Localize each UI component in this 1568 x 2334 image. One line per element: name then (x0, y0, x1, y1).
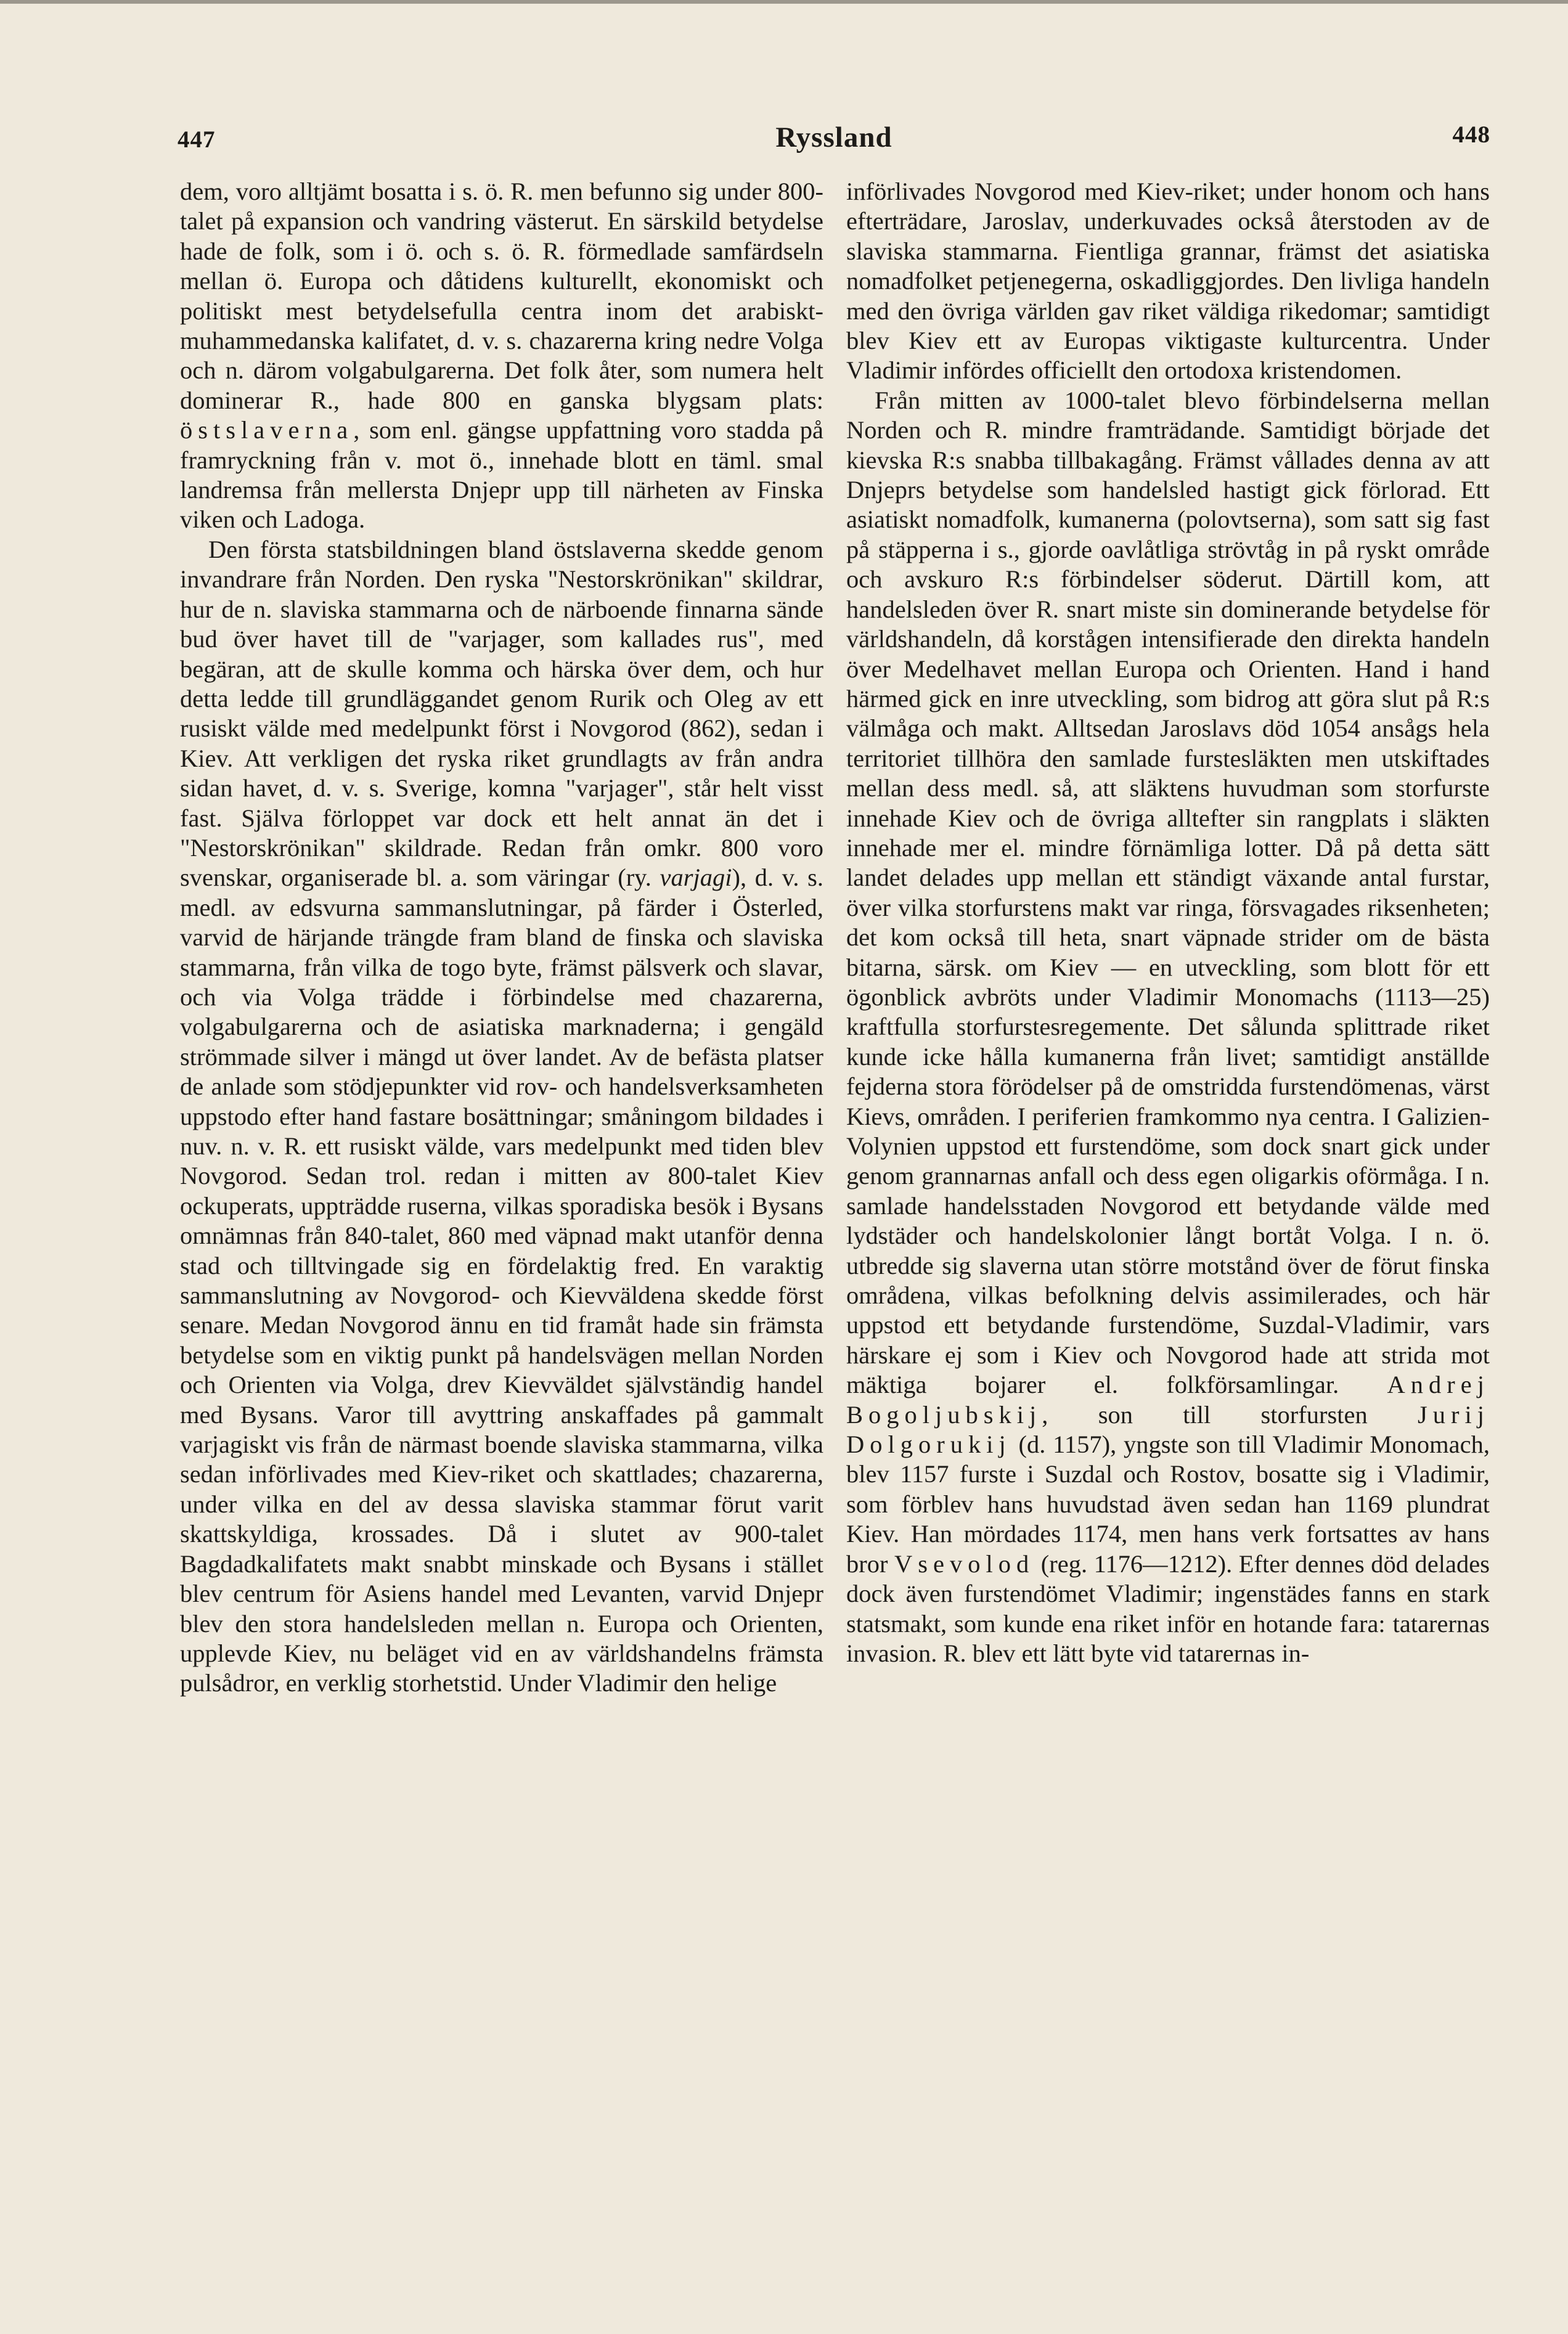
text-run: , som enl. gängse uppfattning voro stadda på framryckning från v. mot ö., innehade blott en täml. smal landremsa från mellersta Dnjepr upp till närheten av Finska viken och Ladoga. (180, 416, 823, 534)
left-text-column (180, 177, 823, 2134)
left-page-number: 447 (178, 126, 216, 153)
text-run: dem, voro alltjämt bosatta i s. ö. R. men befunno sig under 800-talet på expansion och vandring västerut. En särskild betydelse hade de folk, som i ö. och s. ö. R. förmedlade samfärdseln mellan ö. Europa och dåtidens kulturellt, ekonomiskt och politiskt mest betydelsefulla centra inom det arabiskt-muhammedanska kalifatet, d. v. s. chazarerna kring nedre Volga och n. därom volgabulgarerna. Det folk åter, som numera helt dominerar R., hade 800 en ganska blygsam plats: (180, 177, 823, 414)
top-edge-rule (0, 0, 1568, 4)
right-page-number: 448 (1452, 121, 1490, 148)
text-run: (reg. 1176—1212). Efter dennes död delades dock även furstendömet Vladimir; ingenstädes fanns en stark statsmakt, som kunde ena riket inför en hotande fara: tatarernas invasion. R. blev ett lätt byte vid tatarernas in- (846, 1549, 1490, 1667)
spaced-emphasis: Andrej Bogoljubskij (846, 1371, 1490, 1429)
text-run: ), d. v. s. medl. av edsvurna sammanslutningar, på färder i Österled, varvid de härjande trängde fram bland de finska och slaviska stammarna, från vilka de togo byte, främst pälsverk och slavar, och via Volga trädde i förbindelse med chazarerna, volgabulgarerna och de asiatiska marknaderna; i gengäld strömmade silver i mängd ut över landet. Av de befästa platser de anlade som stödjepunkter vid rov- och handelsverksamheten uppstodo efter hand fastare bosättningar; småningom bildades i nuv. n. v. R. ett rusiskt välde, vars medelpunkt med tiden blev Novgorod. Sedan trol. redan i mitten av 800-talet Kiev ockuperats, uppträdde ruserna, vilkas sporadiska besök i Bysans omnämnas från 840-talet, 860 med väpnad makt utanför denna stad och tilltvingade sig en fördelaktig fred. En varaktig sammanslutning av Novgorod- och Kievväldena skedde först senare. Medan Novgorod ännu en tid framåt hade sin främsta betydelse som en viktig punkt på handelsvägen mellan Norden och Orienten via Volga, drev Kievväldet självständig handel med Bysans. Varor till avyttring anskaffades på gammalt varjagiskt vis från de närmast boende slaviska stammarna, vilka sedan införlivades med Kiev-riket och skattlades; chazarerna, under vilka en del av dessa slaviska stammar förut varit skattskyldiga, krossades. Då i slutet av 900-talet Bagdadkalifatets makt snabbt minskade och Bysans i stället blev centrum för Asiens handel med Levanten, varvid Dnjepr blev den stora handelsleden mellan n. Europa och Orienten, upplevde Kiev, nu beläget vid en av världshandelns främsta pulsådror, en verklig storhetstid. Under Vladimir den helige (180, 863, 823, 1697)
paragraph (180, 177, 823, 535)
paragraph (846, 386, 1490, 1668)
running-title: Ryssland (775, 121, 892, 153)
spaced-emphasis: östslaverna (180, 416, 354, 444)
italic-term: varjagi (659, 863, 732, 892)
page-header (178, 121, 1490, 164)
text-run: , son till storfursten (1042, 1400, 1418, 1429)
spaced-emphasis: Jurij Dolgorukij (846, 1400, 1490, 1459)
paragraph (180, 535, 823, 1699)
right-text-column (846, 177, 1490, 2134)
text-run: Den första statsbildningen bland östslaverna skedde genom invandrare från Norden. Den ryska "Nestorskrönikan" skildrar, hur de n. slaviska stammarna och de närboende finnarna sände bud över havet till de "varjager, som kallades rus", med begäran, att de skulle komma och härska över dem, och hur detta ledde till grundläggandet genom Rurik och Oleg av ett rusiskt välde med medelpunkt först i Novgorod (862), sedan i Kiev. Att verkligen det ryska riket grundlagts av från andra sidan havet, d. v. s. Sverige, komna "varjager", står helt visst fast. Själva förloppet var dock ett helt annat än det i "Nestorskrönikan" skildrade. Redan från omkr. 800 voro svenskar, organiserade bl. a. som väringar (ry. (180, 535, 823, 892)
text-run: (d. 1157), yngste son till Vladimir Monomach, blev 1157 furste i Suzdal och Rostov, bosatte sig i Vladimir, som förblev hans huvudstad även sedan han 1169 plundrat Kiev. Han mördades 1174, men hans verk fortsattes av hans bror (846, 1430, 1490, 1578)
spaced-emphasis: Vsevolod (894, 1549, 1035, 1578)
text-run: Från mitten av 1000-talet blevo förbindelserna mellan Norden och R. mindre framträdande. Samtidigt började det kievska R:s snabba tillbakagång. Främst vållades denna av att Dnjeprs betydelse som handelsled hastigt gick förlorad. Ett asiatiskt nomadfolk, kumanerna (polovtserna), som satt sig fast på stäpperna i s., gjorde oavlåtliga strövtåg in på ryskt område och avskuro R:s förbindelser söderut. Därtill kom, att handelsleden över R. snart miste sin dominerande betydelse för världshandeln, då korstågen intensifierade den direkta handeln över Medelhavet mellan Europa och Orienten. Hand i hand härmed gick en inre utveckling, som bidrog att göra slut på R:s välmåga och makt. Alltsedan Jaroslavs död 1054 ansågs hela territoriet tillhöra den samlade furstesläkten men utskiftades mellan dess medl. så, att släktens huvudman som storfurste innehade Kiev och de övriga alltefter sin rangplats i släkten innehade mer el. mindre förnämliga lotter. Då på detta sätt landet delades upp mellan ett ständigt växande antal furstar, över vilka storfurstens makt var ringa, försvagades riksenheten; det kom också till heta, snart väpnade strider om de bästa bitarna, särsk. om Kiev — en utveckling, som blott för ett ögonblick avbröts under Vladimir Monomachs (1113—25) kraftfulla storfurstesregemente. Det sålunda splittrade riket kunde icke hålla kumanerna från livet; samtidigt anställde fejderna stora förödelser på de omstridda furstendömenas, värst Kievs, områden. I periferien framkommo nya centra. I Galizien-Volynien uppstod ett furstendöme, som dock snart gick under genom grannarnas anfall och dess egen oligarkis oförmåga. I n. samlade handelsstaden Novgorod ett betydande välde med lydstäder och handelskolonier långt bortåt Volga. I n. ö. utbredde sig slaverna utan större motstånd över de förut finska områdena, vilkas befolkning delvis assimilerades, och här uppstod ett betydande furstendöme, Suzdal-Vladimir, vars härskare ej som i Kiev och Novgorod hade att strida mot mäktiga bojarer el. folkförsamlingar. (846, 386, 1490, 1399)
paragraph: införlivades Novgorod med Kiev-riket; under honom och hans efterträdare, Jaroslav, underkuvades också återstoden av de slaviska stammarna. Fientliga grannar, främst det asiatiska nomadfolket petjenegerna, oskadliggjordes. Den livliga handeln med den övriga världen gav riket väldiga rikedomar; samtidigt blev Kiev ett av Europas viktigaste kulturcentra. Under Vladimir infördes officiellt den ortodoxa kristendomen. (846, 177, 1490, 385)
